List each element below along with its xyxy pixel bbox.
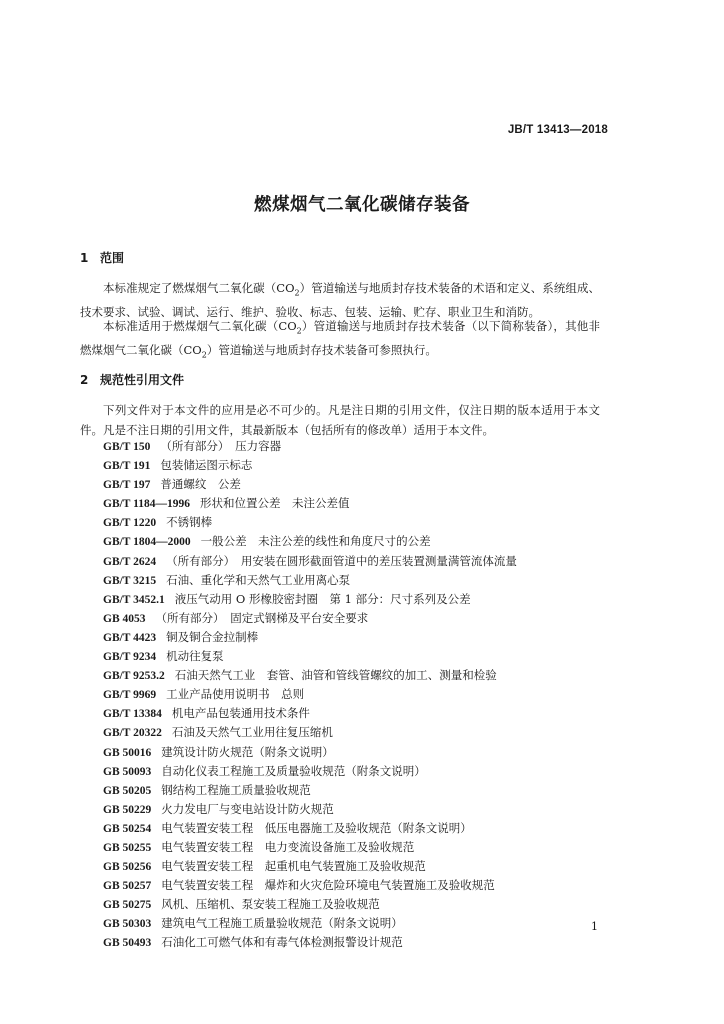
reference-code: GB/T 2624 (103, 555, 157, 568)
reference-item (103, 876, 517, 895)
reference-title: 不锈钢棒 (166, 515, 213, 530)
reference-title: 钢结构工程施工质量验收规范 (161, 782, 311, 797)
reference-title: （所有部分） 压力容器 (160, 439, 282, 453)
scope-p1-subscript: 2 (294, 288, 300, 298)
reference-title: 普通螺纹 公差 (160, 477, 241, 492)
reference-code: GB/T 13384 (103, 708, 162, 721)
section-1-number: 1 (80, 251, 89, 265)
reference-code: GB/T 191 (103, 460, 151, 473)
reference-title: 建筑设计防火规范（附条文说明） (161, 744, 334, 759)
reference-item (103, 857, 517, 876)
reference-item (103, 475, 517, 494)
reference-item (103, 666, 517, 685)
reference-item (103, 494, 517, 513)
reference-code: GB/T 9969 (103, 689, 157, 702)
scope-paragraph-1 (80, 279, 600, 322)
reference-code: GB/T 197 (103, 479, 151, 492)
reference-code: GB 50093 (103, 765, 152, 778)
reference-list (103, 437, 517, 953)
reference-title: 机电产品包装通用技术条件 (171, 706, 310, 721)
reference-code: GB 50493 (103, 937, 152, 950)
scope-paragraph-2 (80, 317, 600, 365)
section-1-heading (80, 249, 124, 266)
reference-item (103, 647, 517, 666)
reference-title: 铜及铜合金拉制棒 (166, 629, 259, 644)
reference-title: 石油化工可燃气体和有毒气体检测报警设计规范 (161, 935, 403, 950)
reference-code: GB/T 9253.2 (103, 670, 165, 683)
reference-item (103, 552, 517, 571)
reference-item (103, 704, 517, 723)
page-number: 1 (591, 920, 598, 933)
reference-code: GB 50254 (103, 822, 152, 835)
section-2-number: 2 (80, 373, 89, 387)
reference-item (103, 781, 517, 800)
reference-code: GB 50255 (103, 841, 152, 854)
reference-item (103, 743, 517, 762)
scope-p2-subscript-1: 2 (296, 326, 302, 336)
reference-item (103, 456, 517, 475)
reference-item (103, 609, 517, 628)
reference-item (103, 571, 517, 590)
reference-code: GB 50275 (103, 899, 152, 912)
reference-title: 石油、重化学和天然气工业用离心泵 (166, 572, 351, 587)
reference-title: 包装储运图示标志 (160, 458, 253, 473)
scope-p1-text-b: ）管道输送与地质封存技术装备的术语和定义、系统组成、技术要求、试验、调试、运行、维护、验收、标志、包装、运输、贮存、职业卫生和消防。 (80, 281, 600, 319)
reference-title: 工业产品使用说明书 总则 (166, 687, 305, 702)
reference-code: GB/T 20322 (103, 727, 162, 740)
reference-title: 形状和位置公差 未注公差值 (200, 496, 350, 511)
section-2-heading (80, 371, 184, 388)
reference-title: 建筑电气工程施工质量验收规范（附条文说明） (161, 916, 403, 931)
reference-item (103, 685, 517, 704)
reference-code: GB 4053 (103, 612, 146, 625)
reference-code: GB 50229 (103, 803, 152, 816)
references-intro: 下列文件对于本文件的应用是必不可少的。凡是注日期的引用文件，仅注日期的版本适用于本文件。凡是不注日期的引用文件，其最新版本（包括所有的修改单）适用于本文件。 (80, 403, 600, 437)
reference-item (103, 590, 517, 609)
reference-title: （所有部分） 用安装在圆形截面管道中的差压装置测量满管流体流量 (166, 553, 517, 568)
reference-title: 液压气动用 O 形橡胶密封圈 第 1 部分：尺寸系列及公差 (174, 591, 471, 606)
scope-p1-text-a: 本标准规定了燃煤烟气二氧化碳（CO (103, 281, 295, 295)
reference-title: 一般公差 未注公差的线性和角度尺寸的公差 (200, 534, 431, 549)
reference-code: GB 50256 (103, 861, 152, 874)
reference-item (103, 532, 517, 551)
reference-item (103, 762, 517, 781)
document-title: 燃煤烟气二氧化碳储存装备 (254, 195, 470, 215)
standard-number: JB/T 13413—2018 (507, 124, 608, 136)
reference-code: GB 50303 (103, 918, 152, 931)
reference-title: 石油天然气工业 套管、油管和管线管螺纹的加工、测量和检验 (174, 668, 497, 683)
reference-item (103, 800, 517, 819)
reference-code: GB/T 1220 (103, 517, 157, 530)
reference-code: GB/T 150 (103, 441, 151, 453)
reference-title: 电气装置安装工程 低压电器施工及验收规范（附条文说明） (161, 820, 472, 835)
reference-title: 风机、压缩机、泵安装工程施工及验收规范 (161, 897, 380, 912)
reference-title: 电气装置安装工程 起重机电气装置施工及验收规范 (161, 859, 426, 874)
scope-p2-text-a: 本标准适用于燃煤烟气二氧化碳（CO (103, 319, 297, 333)
scope-p2-text-c: ）管道输送与地质封存技术装备可参照执行。 (206, 342, 437, 357)
reference-title: 电气装置安装工程 爆炸和火灾危险环境电气装置施工及验收规范 (161, 878, 495, 893)
reference-code: GB/T 3215 (103, 574, 157, 587)
reference-title: 石油及天然气工业用往复压缩机 (171, 725, 333, 740)
reference-item (103, 819, 517, 838)
section-2-title: 规范性引用文件 (100, 373, 185, 387)
reference-item (103, 895, 517, 914)
reference-item (103, 513, 517, 532)
reference-title: 火力发电厂与变电站设计防火规范 (161, 801, 334, 816)
reference-code: GB 50016 (103, 746, 152, 759)
reference-code: GB/T 3452.1 (103, 593, 165, 606)
reference-title: 电气装置安装工程 电力变流设备施工及验收规范 (161, 839, 415, 854)
scope-p2-text-b: ）管道输送与地质封存技术装备（以下简称装备），其他非燃煤烟气二氧化碳（CO (80, 319, 600, 357)
reference-code: GB/T 4423 (103, 631, 157, 644)
reference-code: GB 50205 (103, 784, 152, 797)
scope-p2-subscript-2: 2 (201, 350, 207, 360)
reference-item (103, 723, 517, 742)
reference-title: 机动往复泵 (166, 649, 224, 664)
reference-code: GB 50257 (103, 880, 152, 893)
reference-title: 自动化仪表工程施工及质量验收规范（附条文说明） (161, 763, 426, 778)
reference-item (103, 838, 517, 857)
reference-item (103, 437, 517, 456)
reference-item (103, 914, 517, 933)
reference-title: （所有部分） 固定式钢梯及平台安全要求 (155, 610, 369, 625)
reference-item (103, 933, 517, 952)
reference-code: GB/T 9234 (103, 651, 157, 664)
section-1-title: 范围 (100, 251, 125, 265)
reference-item (103, 628, 517, 647)
reference-code: GB/T 1184—1996 (103, 498, 191, 511)
reference-code: GB/T 1804—2000 (103, 536, 191, 549)
